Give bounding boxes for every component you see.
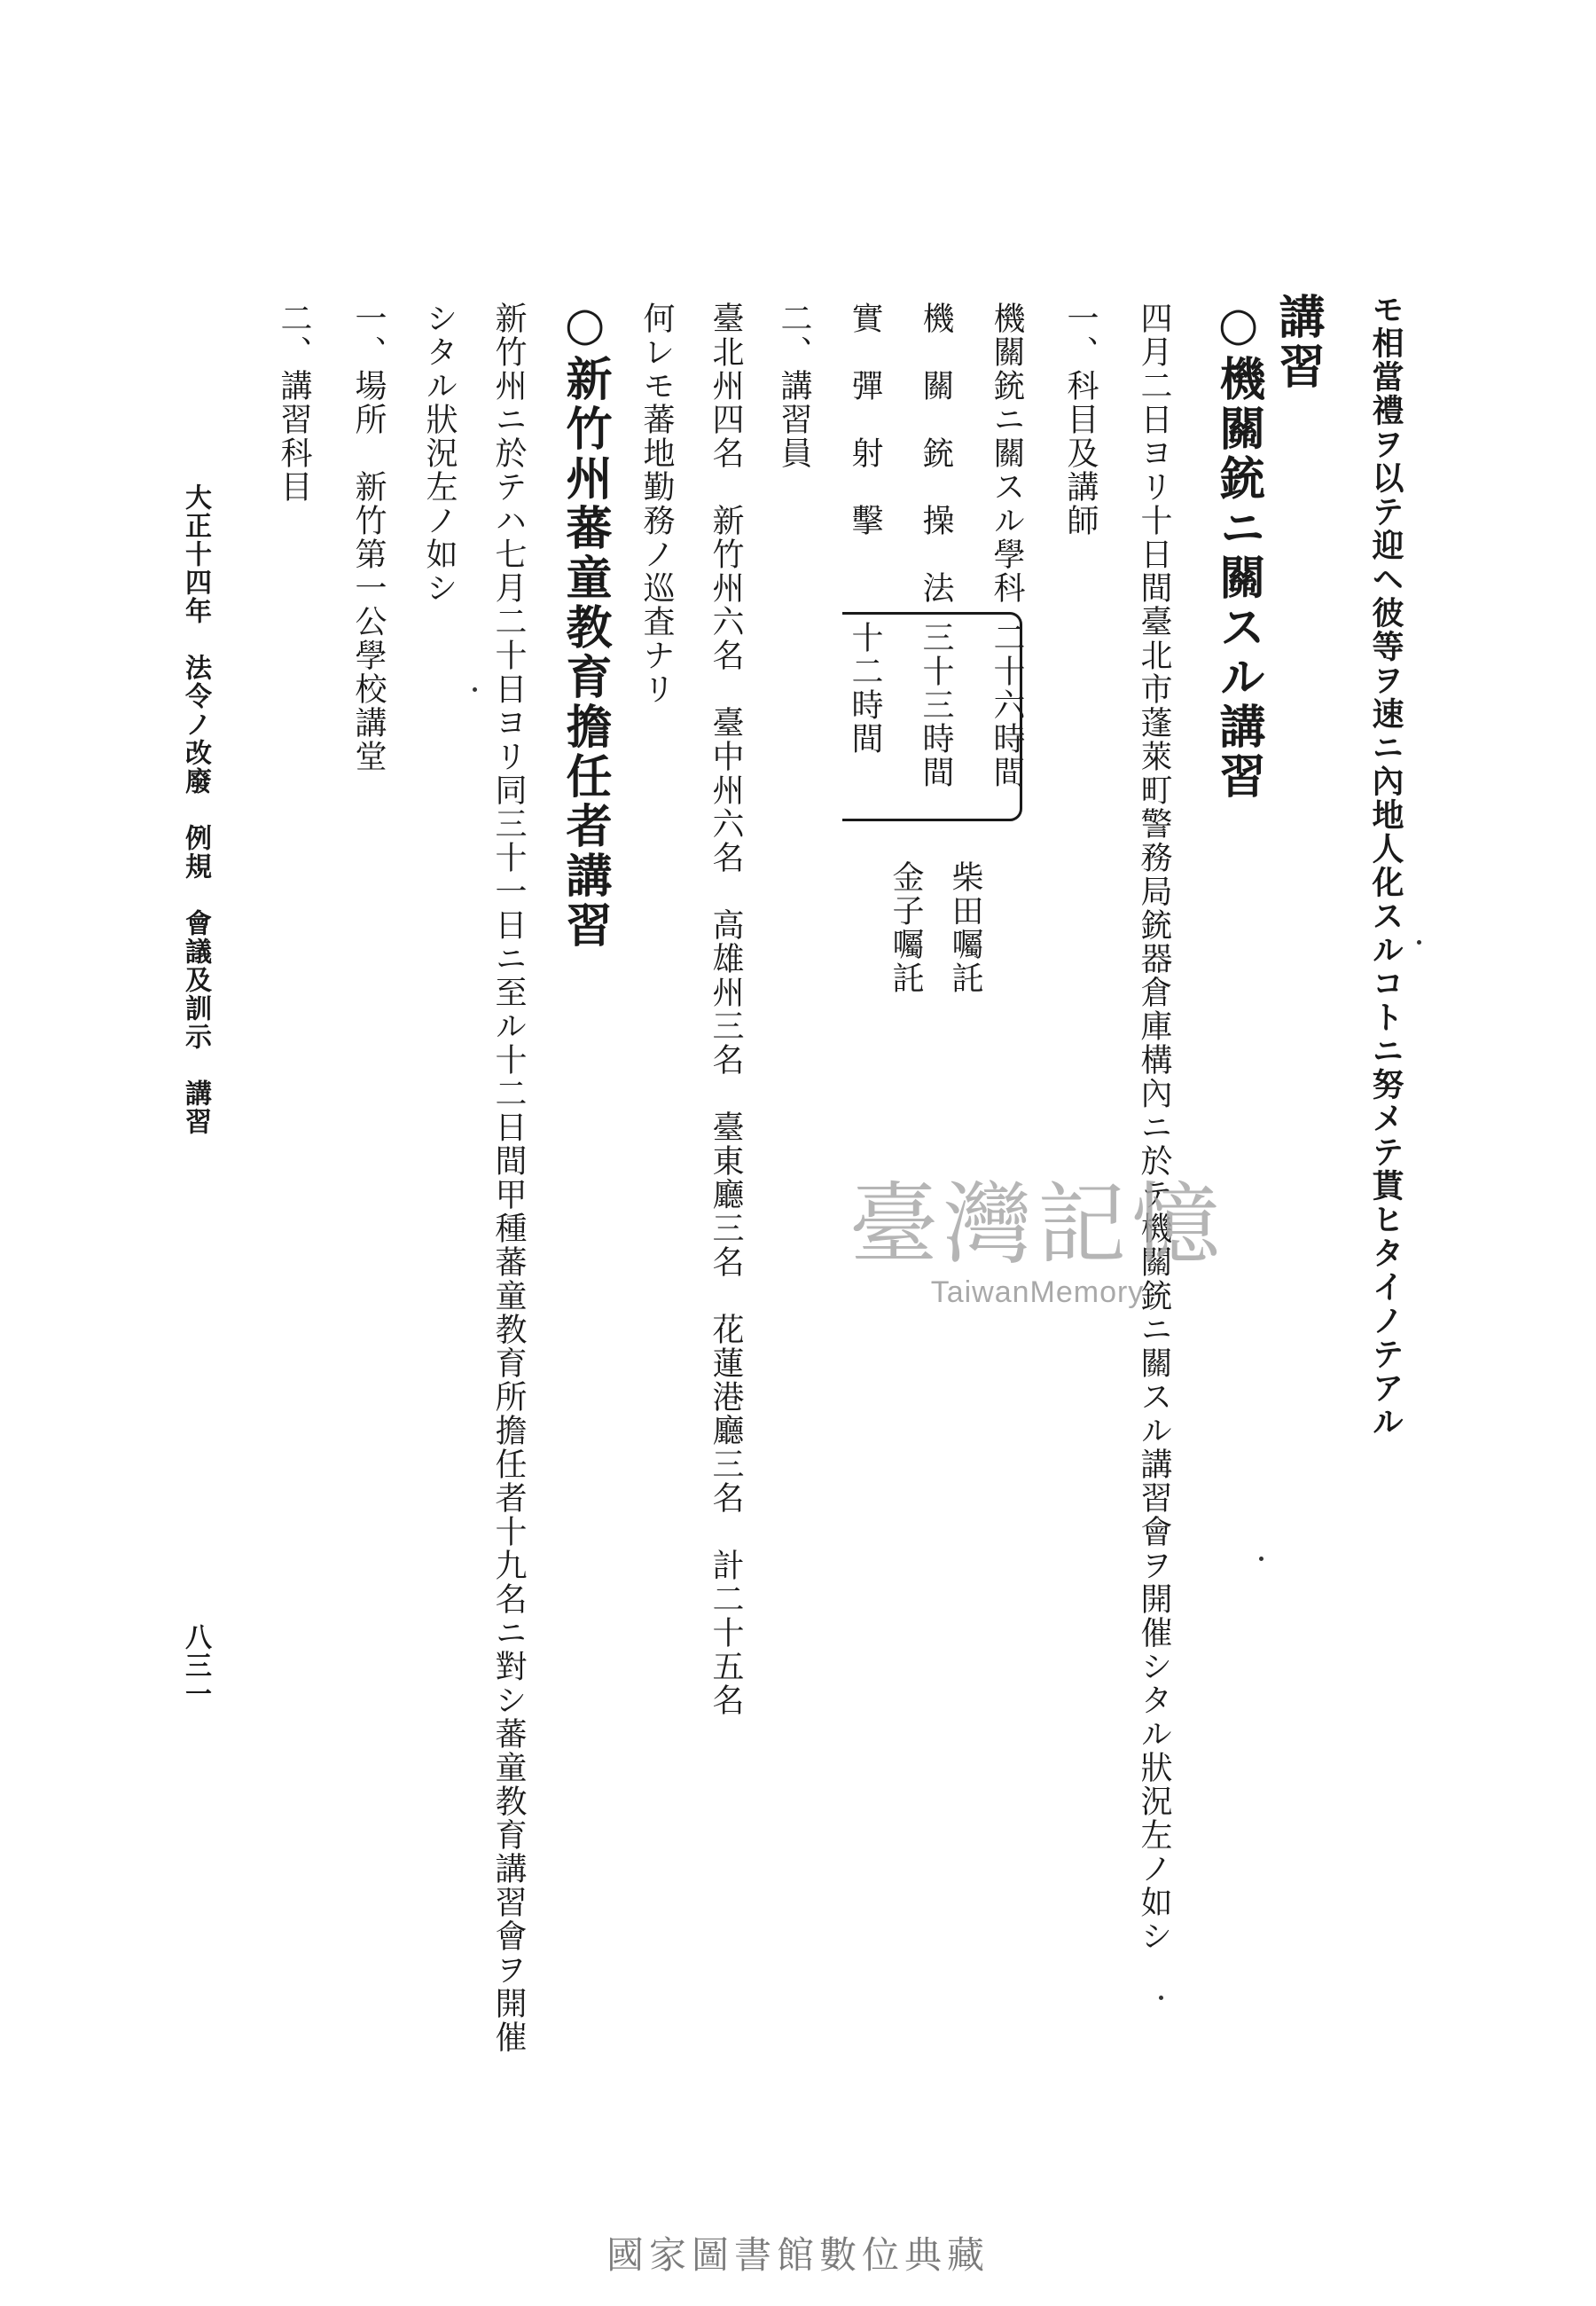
- page-number: 八三一: [180, 1623, 211, 1708]
- library-footer: 國家圖書館數位典藏: [606, 2233, 990, 2277]
- continuation-text: モ相當禮ヲ以テ迎ヘ彼等ヲ速ニ內地人化スルコトニ努メテ貰ヒタイノテアル: [1367, 293, 1404, 1439]
- instructor: 柴田囑託: [947, 860, 983, 995]
- running-header: 大正十四年 法令ノ改廢 例規 會議及訓示 講習: [180, 483, 211, 1136]
- subject-name: 機 關 銃 操 法: [918, 302, 954, 605]
- section-title: 講習: [1271, 293, 1325, 392]
- attendees-list: 臺北州四名 新竹州六名 臺中州六名 高雄州三名 臺東廳三名 花蓮港廳三名 計二十五名: [708, 302, 744, 1717]
- subject-hours: 十二時間: [847, 621, 883, 756]
- watermark-logo-english: TaiwanMemory: [930, 1275, 1145, 1309]
- lecture1-item2-label: 二、講習員: [776, 302, 812, 470]
- lecture2-intro-cont: シタル狀況左ノ如シ: [421, 302, 458, 605]
- scan-speck: [1259, 1557, 1264, 1561]
- subject-hours: 二十六時間: [989, 621, 1025, 789]
- subject-hours: 三十三時間: [918, 621, 954, 789]
- lecture1-heading: ○機關銃ニ關スル講習: [1211, 297, 1265, 802]
- instructor: 金子囑託: [888, 860, 924, 995]
- watermark-logo-text: 臺灣記憶: [849, 1173, 1225, 1276]
- lecture2-item2: 二、講習科目: [276, 302, 312, 504]
- scan-speck: [1159, 1996, 1163, 2000]
- lecture1-item1-label: 一、科目及講師: [1062, 302, 1099, 537]
- subjects-brace: [842, 612, 1025, 821]
- lecture1-intro: 四月二日ヨリ十日間臺北市蓬萊町警務局銃器倉庫構內ニ於テ機關銃ニ關スル講習會ヲ開催シタル狀況左ノ如シ: [1136, 302, 1172, 1953]
- scan-speck: [473, 687, 477, 692]
- lecture2-intro: 新竹州ニ於テハ七月二十日ヨリ同三十一日ニ至ル十二日間甲種蕃童教育所擔任者十九名ニ對シ蕃童教育講習會ヲ開催: [490, 302, 527, 2054]
- scan-speck: [1417, 940, 1421, 945]
- watermark: [789, 1153, 1286, 1310]
- lecture2-item1: 一、場所 新竹第一公學校講堂: [350, 302, 387, 773]
- subject-name: 實 彈 射 擊: [847, 302, 883, 537]
- subject-name: 機關銃ニ關スル學科: [989, 302, 1025, 605]
- attendees-note: 何レモ蕃地勤務ノ巡査ナリ: [638, 302, 675, 706]
- lecture2-heading: ○新竹州蕃童教育擔任者講習: [558, 297, 612, 951]
